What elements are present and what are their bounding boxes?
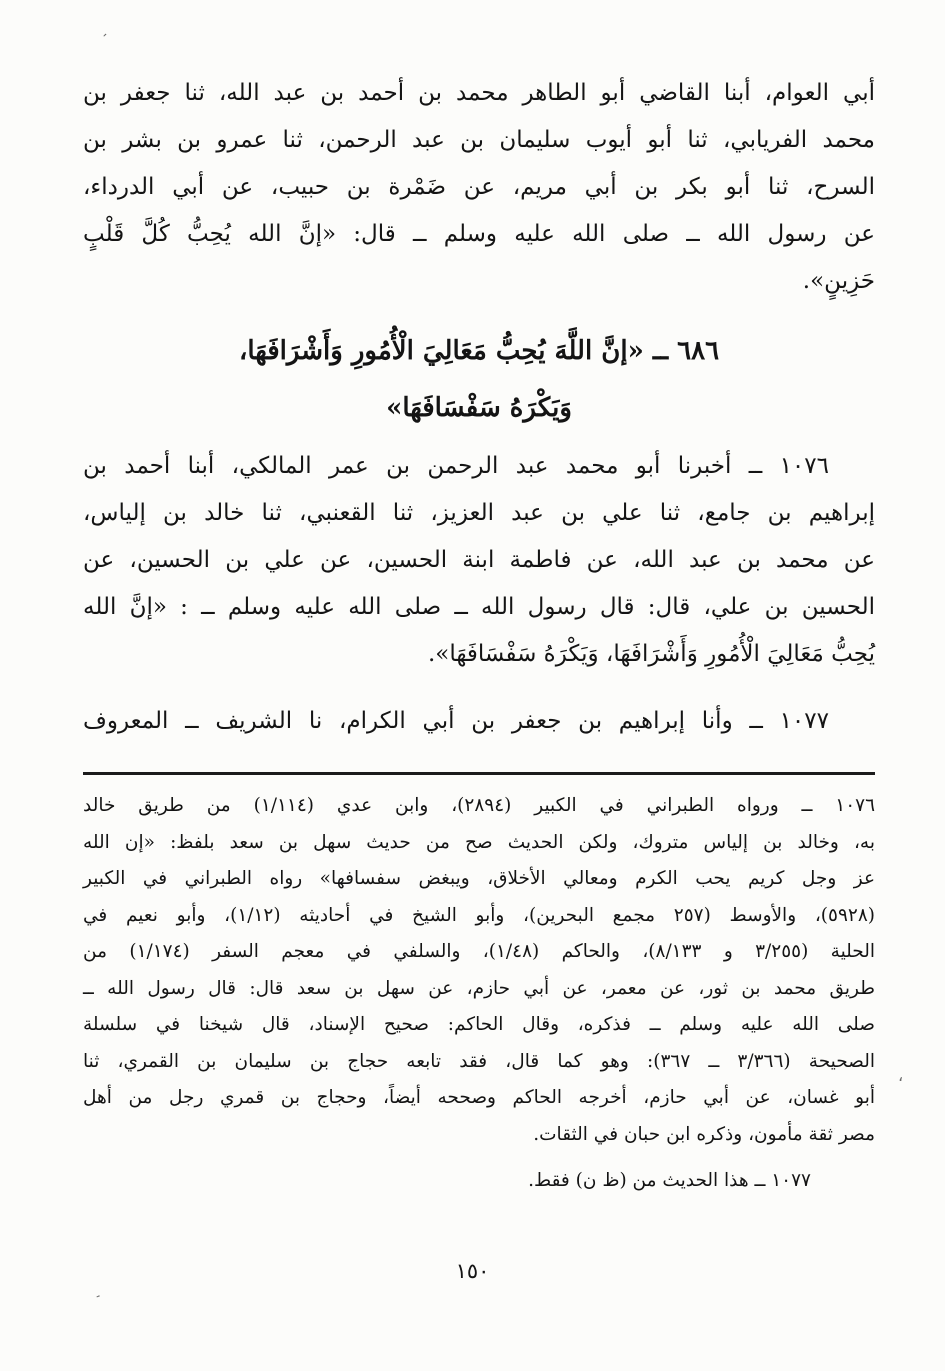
text-line: الحسين بن علي، قال: قال رسول الله ــ صلى الله عليه وسلم ــ : «إنَّ الله xyxy=(83,594,875,620)
scan-artifact: ، xyxy=(898,1066,904,1085)
hadith-heading-line1: ٦٨٦ ــ «إنَّ اللَّهَ يُحِبُّ مَعَالِيَ الْأُمُورِ وَأَشْرَافَهَا، xyxy=(238,336,720,366)
text-line: عن رسول الله ــ صلى الله عليه وسلم ــ قال: «إنَّ الله يُحِبُّ كُلَّ قَلْبٍ xyxy=(83,221,875,247)
text-line: أبي العوام، أبنا القاضي أبو الطاهر محمد بن أحمد بن عبد الله، ثنا جعفر بن xyxy=(83,80,875,106)
scan-artifact: ʹ xyxy=(96,32,108,47)
text-line: ١٠٧٧ ــ وأنا إبراهيم بن جعفر بن أبي الكرام، نا الشريف ــ المعروف xyxy=(83,708,829,734)
text-line: يُحِبُّ مَعَالِيَ الْأُمُورِ وَأَشْرَافَهَا، وَيَكْرَهُ سَفْسَافَهَا». xyxy=(427,641,875,667)
hadith-heading-line2: وَيَكْرَهُ سَفْسَافَهَا» xyxy=(386,393,572,423)
scan-artifact: ʹ xyxy=(86,1293,101,1306)
hadith-heading xyxy=(83,323,875,437)
text-line: حَزِينٍ». xyxy=(802,268,875,294)
footnote-separator xyxy=(83,772,875,775)
footnote-1076 xyxy=(83,788,875,1153)
text-line: إبراهيم بن جامع، ثنا علي بن عبد العزيز، ثنا القعنبي، ثنا خالد بن إلياس، xyxy=(83,500,875,526)
text-block xyxy=(83,70,875,1200)
opening-paragraph xyxy=(83,70,875,305)
text-line: السرح، ثنا أبو بكر بن أبي مريم، عن ضَمْرة بن حبيب، عن أبي الدرداء، xyxy=(83,174,875,200)
text-line: به، وخالد بن إلياس متروك، ولكن الحديث صح من حديث سهل بن سعد بلفظ: «إن الله xyxy=(83,831,875,853)
page-number: ١٥٠ xyxy=(455,1259,490,1283)
text-line: مصر ثقة مأمون، وذكره ابن حبان في الثقات. xyxy=(533,1123,875,1145)
footnote-1077 xyxy=(83,1163,875,1200)
text-line: طريق محمد بن ثور، عن معمر، عن أبي حازم، عن سهل بن سعد قال: قال رسول الله ــ xyxy=(83,977,875,999)
text-line: عن محمد بن عبد الله، عن فاطمة ابنة الحسين، عن علي بن الحسين، عن xyxy=(83,547,875,573)
paragraph-1077 xyxy=(83,698,875,745)
text-line: الحلية (٣/٢٥٥ و ٨/١٣٣)، والحاكم (١/٤٨)، والسلفي في معجم السفر (١/١٧٤) من xyxy=(83,941,876,962)
text-line: ١٠٧٦ ــ ورواه الطبراني في الكبير (٢٨٩٤)، وابن عدي (١/١١٤) من طريق خالد xyxy=(83,795,876,816)
text-line: ١٠٧٧ ــ هذا الحديث من (ظ ن) فقط. xyxy=(528,1170,811,1191)
text-line: محمد الفريابي، ثنا أبو أيوب سليمان بن عبد الرحمن، ثنا عمرو بن بشر بن xyxy=(83,127,875,153)
text-line: عز وجل كريم يحب الكرم ومعالي الأخلاق، ويبغض سفسافها» رواه الطبراني في الكبير xyxy=(83,868,875,889)
text-line: أبو غسان، عن أبي حازم، أخرجه الحاكم وصححه أيضاً، وحجاج بن قمري رجل من أهل xyxy=(83,1087,875,1108)
footnotes-section xyxy=(83,788,875,1200)
text-line: ١٠٧٦ ــ أخبرنا أبو محمد عبد الرحمن بن عمر المالكي، أبنا أحمد بن xyxy=(83,453,829,479)
text-line: صلى الله عليه وسلم ــ فذكره، وقال الحاكم: صحيح الإسناد، قال شيخنا في سلسلة xyxy=(83,1014,875,1035)
text-line: (٥٩٢٨)، والأوسط (٢٥٧ مجمع البحرين)، وأبو الشيخ في أحاديثه (١/١٢)، وأبو نعيم في xyxy=(83,904,875,926)
paragraph-1076 xyxy=(83,443,875,678)
text-line: الصحيحة (٣/٣٦٦ ــ ٣٦٧): وهو كما قال، فقد تابعه حجاج بن سليمان بن القمري، ثنا xyxy=(83,1050,875,1072)
